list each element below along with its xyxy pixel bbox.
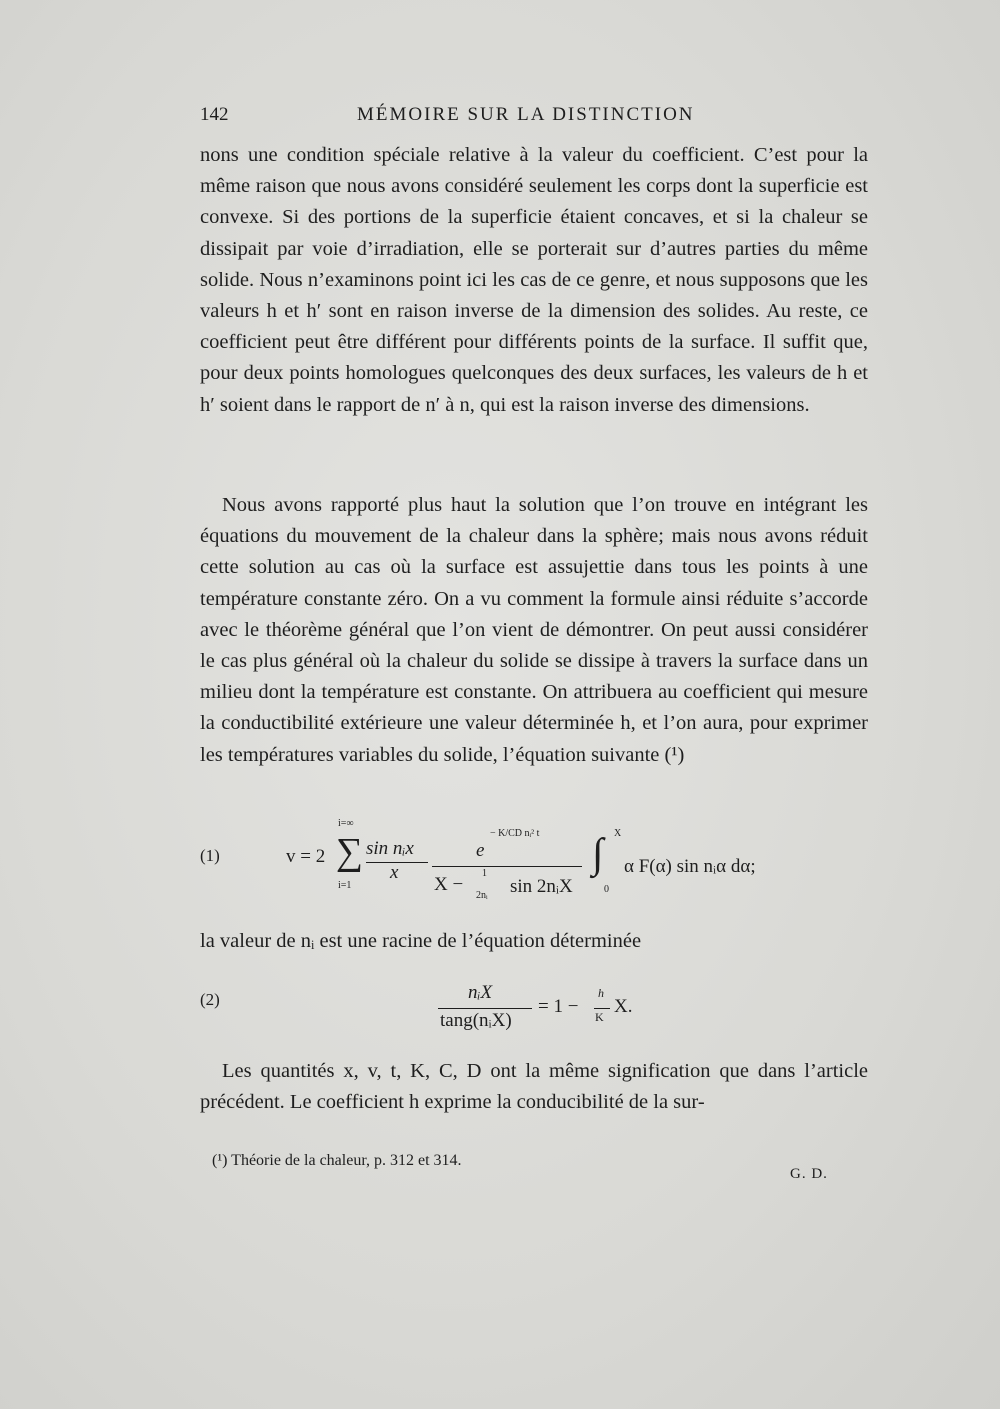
eq1-exp-base: e bbox=[476, 840, 485, 861]
signature-initials: G. D. bbox=[790, 1166, 828, 1182]
eq1-lhs: v = 2 bbox=[286, 846, 326, 867]
paragraph-4: Les quantités x, v, t, K, C, D ont la même signification que dans l’article précédent. Le coefficient h exprime la conducibilité de la sur- bbox=[200, 1060, 868, 1114]
footnote: (¹) Théorie de la chaleur, p. 312 et 314. bbox=[212, 1152, 462, 1169]
eq1-int-lower: 0 bbox=[604, 884, 609, 895]
equation-2 bbox=[438, 978, 698, 1038]
eq2-small-num: h bbox=[598, 986, 604, 1000]
eq2-tail: X. bbox=[614, 996, 633, 1017]
eq2-small-bar bbox=[594, 1008, 610, 1009]
eq1-sum-upper: i=∞ bbox=[338, 818, 354, 829]
eq2-numerator: nᵢX bbox=[468, 982, 493, 1003]
eq2-frac-bar bbox=[438, 1008, 532, 1009]
eq1-sum-lower: i=1 bbox=[338, 880, 352, 891]
eq1-small-num: 1 bbox=[482, 868, 487, 879]
equation-1-label: (1) bbox=[200, 846, 220, 865]
eq1-integral: ∫ bbox=[592, 831, 604, 877]
equation-2-label: (2) bbox=[200, 990, 220, 1009]
eq1-integrand: α F(α) sin nᵢα dα; bbox=[624, 856, 756, 877]
eq2-small-den: K bbox=[595, 1010, 604, 1024]
eq2-denominator: tang(nᵢX) bbox=[440, 1010, 512, 1031]
paragraph-2: Nous avons rapporté plus haut la solution que l’on trouve en intégrant les équations du mouvement de la chaleur dans la sphère; mais nous avons réduit cette solution au cas où la surface est assujettie dans tous les points à une température constante zéro. On a vu comment la formule ainsi réduite s’accorde avec le théorème général que l’on vient de démontrer. On peut aussi considérer le cas plus général où la chaleur du solide se dissipe à travers la surface dans un milieu dont la température est constante. On attribuera au coefficient qui mesure la conductibilité extérieure une valeur déterminée h, et l’on aura, pour exprimer les températures variables du solide, l’équation suivante (¹) bbox=[200, 494, 868, 766]
eq1-int-upper: X bbox=[614, 828, 622, 839]
equation-1 bbox=[286, 818, 806, 918]
eq1-frac2-den-right: sin 2nᵢX bbox=[510, 876, 573, 897]
eq1-sigma: ∑ bbox=[336, 831, 364, 873]
running-title: MÉMOIRE SUR LA DISTINCTION bbox=[357, 104, 695, 125]
running-header bbox=[200, 104, 868, 130]
paragraph-3: la valeur de nᵢ est une racine de l’équation déterminée bbox=[200, 930, 642, 952]
eq1-frac2-den-left: X − bbox=[434, 874, 464, 895]
eq1-exp-power: − K/CD nᵢ² t bbox=[490, 828, 540, 839]
eq2-rhs: = 1 − bbox=[538, 996, 579, 1017]
eq1-frac2-bar bbox=[432, 866, 582, 867]
paragraph-1: nons une condition spéciale relative à la valeur du coefficient. C’est pour la même raison que nous avons considéré seulement les corps dont la superficie est convexe. Si des portions de la superficie étaient concaves, et si la chaleur se dissipait par voie d’irradiation, elle se porterait sur d’autres parties du même solide. Nous n’examinons point ici les cas de ce genre, et nous supposons que les valeurs h et h′ sont en raison inverse de la dimension des solides. Au reste, ce coefficient peut être différent pour différents points de la surface. Il suffit que, pour deux points homologues quelconques des deux surfaces, les valeurs de h et h′ soient dans le rapport de n′ à n, qui est la raison inverse des dimensions. bbox=[200, 144, 868, 416]
eq1-small-den: 2nᵢ bbox=[476, 890, 488, 901]
page-number: 142 bbox=[200, 104, 229, 125]
eq1-frac1-denominator: x bbox=[390, 862, 399, 883]
eq1-frac1-numerator: sin nᵢx bbox=[366, 838, 414, 859]
